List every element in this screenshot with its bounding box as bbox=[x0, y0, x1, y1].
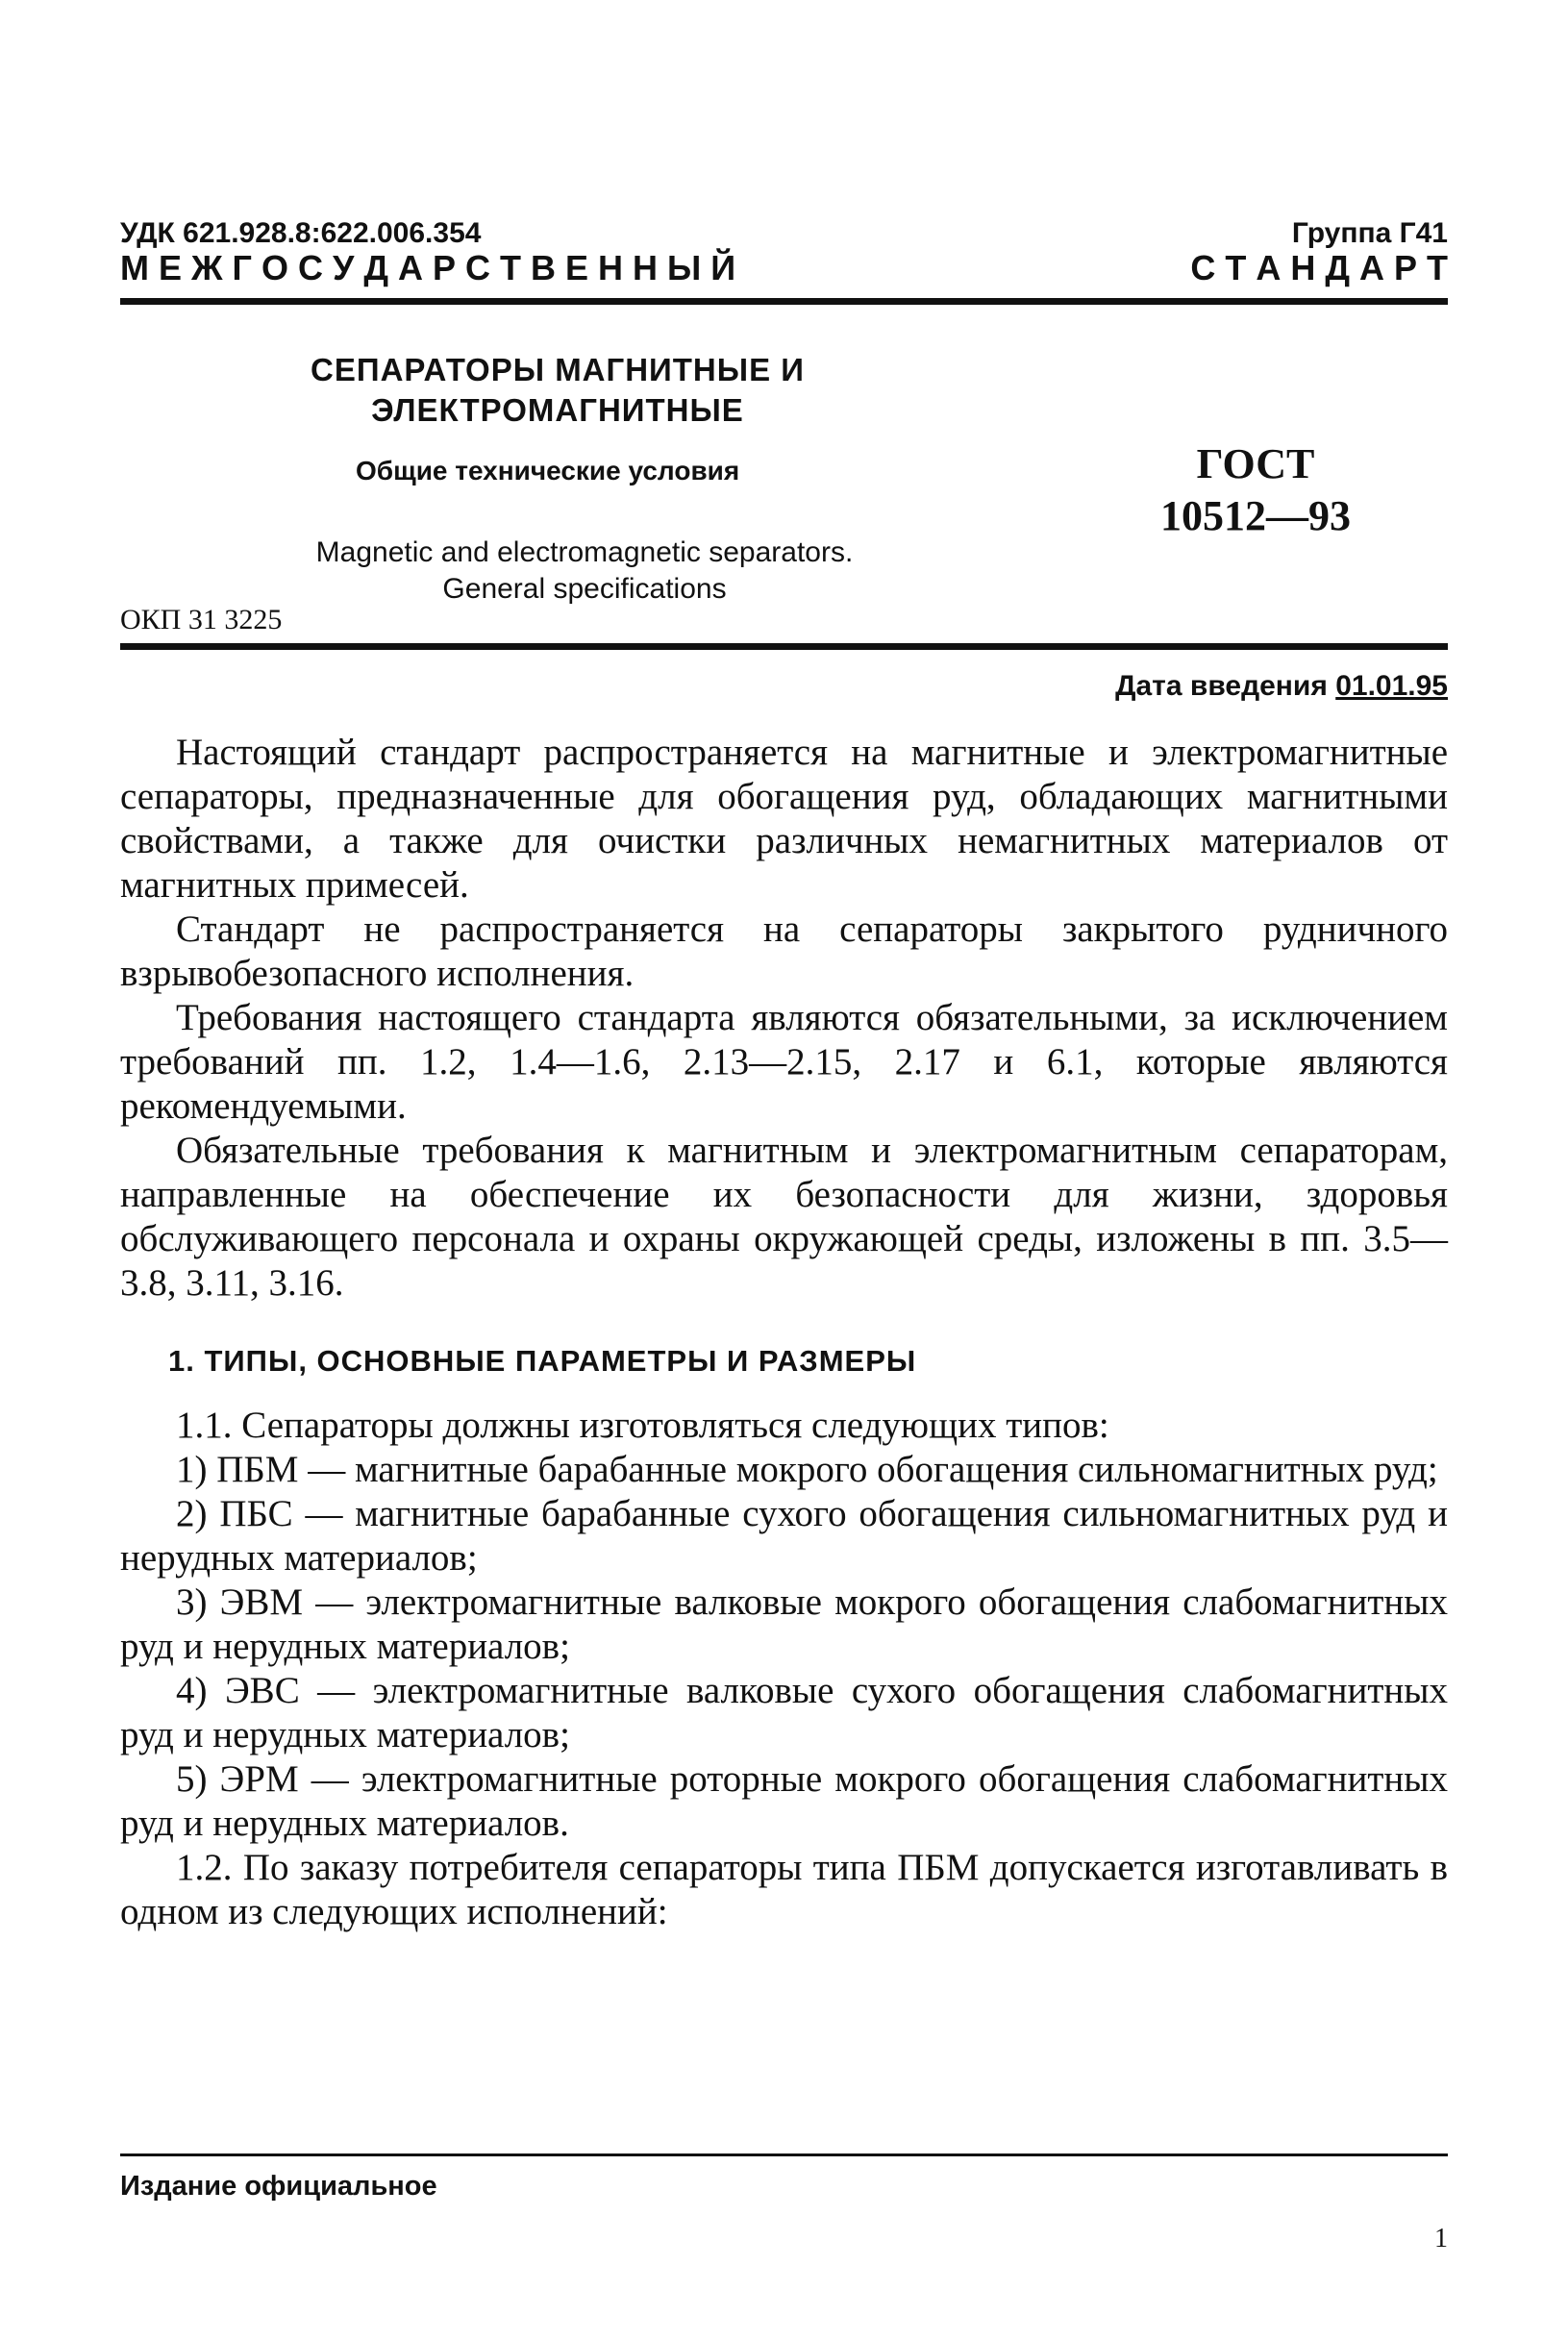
clause: 5) ЭРМ — электромагнитные роторные мокрого обогащения слабомагнитных руд и нерудных материалов. bbox=[120, 1758, 1448, 1844]
interstate-word: М Е Ж Г О С У Д А Р С Т В Е Н Н Ы Й bbox=[120, 248, 736, 287]
section-heading: 1. ТИПЫ, ОСНОВНЫЕ ПАРАМЕТРЫ И РАЗМЕРЫ bbox=[168, 1344, 917, 1378]
interstate-standard-heading bbox=[120, 248, 1448, 288]
english-title-line-2: General specifications bbox=[442, 573, 727, 605]
paragraph: Требования настоящего стандарта являются обязательными, за исключением требований пп. 1.2, 1.4—1.6, 2.13—2.15, 2.17 и 6.1, которые являются рекомендуемыми. bbox=[120, 997, 1448, 1127]
header-rule bbox=[120, 298, 1448, 305]
introduction-date bbox=[1115, 670, 1448, 703]
date-value: 01.01.95 bbox=[1335, 670, 1448, 702]
paragraph: Стандарт не распространяется на сепараторы закрытого рудничного взрывобезопасного исполнения. bbox=[120, 909, 1448, 994]
group-code: Группа Г41 bbox=[1291, 217, 1448, 249]
clause: 1) ПБМ — магнитные барабанные мокрого обогащения сильномагнитных руд; bbox=[176, 1449, 1438, 1490]
document-subtitle: Общие технические условия bbox=[356, 456, 740, 485]
english-title bbox=[258, 535, 911, 608]
intro-text bbox=[120, 731, 1448, 1306]
gost-number: 10512—93 bbox=[1160, 492, 1351, 539]
clause: 3) ЭВМ — электромагнитные валковые мокрого обогащения слабомагнитных руд и нерудных материалов; bbox=[120, 1581, 1448, 1667]
okp-code: ОКП 31 3225 bbox=[120, 604, 283, 635]
udk-code: УДК 621.928.8:622.006.354 bbox=[120, 217, 482, 249]
standard-word: С Т А Н Д А Р Т bbox=[1190, 248, 1448, 287]
footer-rule bbox=[120, 2153, 1448, 2156]
clause: 1.2. По заказу потребителя сепараторы типа ПБМ допускается изготавливать в одном из следующих исполнений: bbox=[120, 1847, 1448, 1932]
clause: 1.1. Сепараторы должны изготовляться следующих типов: bbox=[176, 1405, 1109, 1446]
gost-designation bbox=[1140, 438, 1371, 542]
date-label: Дата введения bbox=[1115, 670, 1328, 702]
clause: 4) ЭВС — электромагнитные валковые сухого обогащения слабомагнитных руд и нерудных материалов; bbox=[120, 1670, 1448, 1755]
paragraph: Обязательные требования к магнитным и электромагнитным сепараторам, направленные на обеспечение их безопасности для жизни, здоровья обслуживающего персонала и охраны окружающей среды, изложены в пп. 3.5—3.8, 3.11, 3.16. bbox=[120, 1130, 1448, 1304]
page-number: 1 bbox=[1434, 2224, 1448, 2253]
document-title bbox=[288, 350, 827, 431]
clauses bbox=[120, 1404, 1448, 1934]
edition-note: Издание официальное bbox=[120, 2171, 437, 2202]
clause: 2) ПБС — магнитные барабанные сухого обогащения сильномагнитных руд и нерудных материалов; bbox=[120, 1493, 1448, 1579]
english-title-line-1: Magnetic and electromagnetic separators. bbox=[315, 536, 854, 568]
paragraph: Настоящий стандарт распространяется на магнитные и электромагнитные сепараторы, предназначенные для обогащения руд, обладающих магнитными свойствами, а также для очистки различных немагнитных материалов от магнитных примесей. bbox=[120, 732, 1448, 906]
gost-label: ГОСТ bbox=[1196, 440, 1315, 487]
title-rule bbox=[120, 643, 1448, 650]
title-line-1: СЕПАРАТОРЫ МАГНИТНЫЕ И bbox=[311, 352, 805, 387]
title-line-2: ЭЛЕКТРОМАГНИТНЫЕ bbox=[371, 392, 744, 428]
